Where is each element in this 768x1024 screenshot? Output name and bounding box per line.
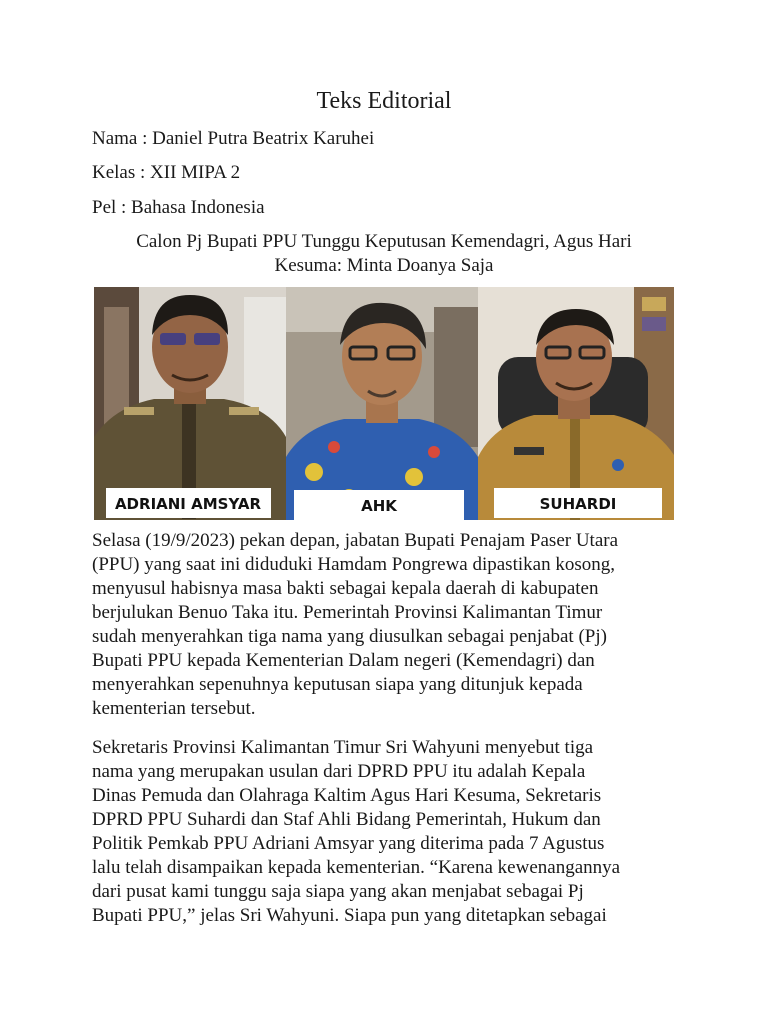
paragraph-line: DPRD PPU Suhardi dan Staf Ahli Bidang Pemerintah, Hukum dan (92, 809, 601, 830)
paragraph-line: dari pusat kami tunggu saja siapa yang akan menjabat sebagai Pj (92, 881, 584, 902)
paragraph-line: lalu telah disampaikan kepada kementerian. “Karena kewenangannya (92, 857, 621, 878)
caption-plate-ahk (294, 490, 464, 520)
subject-line: Pel : Bahasa Indonesia (92, 197, 265, 218)
photo-panel-ahk (286, 287, 478, 520)
paragraph-line: Politik Pemkab PPU Adriani Amsyar yang diterima pada 7 Agustus (92, 833, 605, 854)
candidates-photo (94, 287, 674, 520)
document-title: Teks Editorial (316, 88, 452, 114)
student-name-line: Nama : Daniel Putra Beatrix Karuhei (92, 128, 375, 149)
paragraph-line: berjulukan Benuo Taka itu. Pemerintah Provinsi Kalimantan Timur (92, 602, 603, 623)
paragraph-line: (PPU) yang saat ini diduduki Hamdam Pongrewa dipastikan kosong, (92, 554, 615, 575)
photo-panel-suhardi (478, 287, 674, 520)
caption-plate-suhardi (494, 488, 662, 518)
article-paragraph-2 (92, 736, 682, 928)
photo-panel-adriani (94, 287, 286, 520)
paragraph-line: nama yang merupakan usulan dari DPRD PPU itu adalah Kepala (92, 761, 586, 782)
paragraph-line: Bupati PPU,” jelas Sri Wahyuni. Siapa pun yang ditetapkan sebagai (92, 905, 607, 926)
caption-plate-adriani (106, 488, 271, 518)
caption-suhardi: SUHARDI (539, 495, 617, 513)
caption-adriani-amsyar: ADRIANI AMSYAR (114, 495, 262, 513)
paragraph-line: Sekretaris Provinsi Kalimantan Timur Sri Wahyuni menyebut tiga (92, 737, 594, 758)
headline-line-1: Calon Pj Bupati PPU Tunggu Keputusan Kemendagri, Agus Hari (136, 231, 632, 252)
paragraph-line: Dinas Pemuda dan Olahraga Kaltim Agus Hari Kesuma, Sekretaris (92, 785, 602, 806)
article-paragraph-1 (92, 529, 682, 721)
student-class-line: Kelas : XII MIPA 2 (92, 162, 241, 183)
paragraph-line: menyerahkan sepenuhnya keputusan siapa yang ditunjuk kepada (92, 674, 583, 695)
paragraph-line: menyusul habisnya masa bakti sebagai kepala daerah di kabupaten (92, 578, 599, 599)
headline-line-2: Kesuma: Minta Doanya Saja (274, 255, 494, 276)
paragraph-line: kementerian tersebut. (92, 698, 256, 719)
paragraph-line: sudah menyerahkan tiga nama yang diusulkan sebagai penjabat (Pj) (92, 626, 607, 647)
paragraph-line: Bupati PPU kepada Kementerian Dalam negeri (Kemendagri) dan (92, 650, 595, 671)
article-headline (92, 230, 676, 278)
paragraph-line: Selasa (19/9/2023) pekan depan, jabatan Bupati Penajam Paser Utara (92, 530, 619, 551)
caption-ahk: AHK (361, 497, 397, 515)
